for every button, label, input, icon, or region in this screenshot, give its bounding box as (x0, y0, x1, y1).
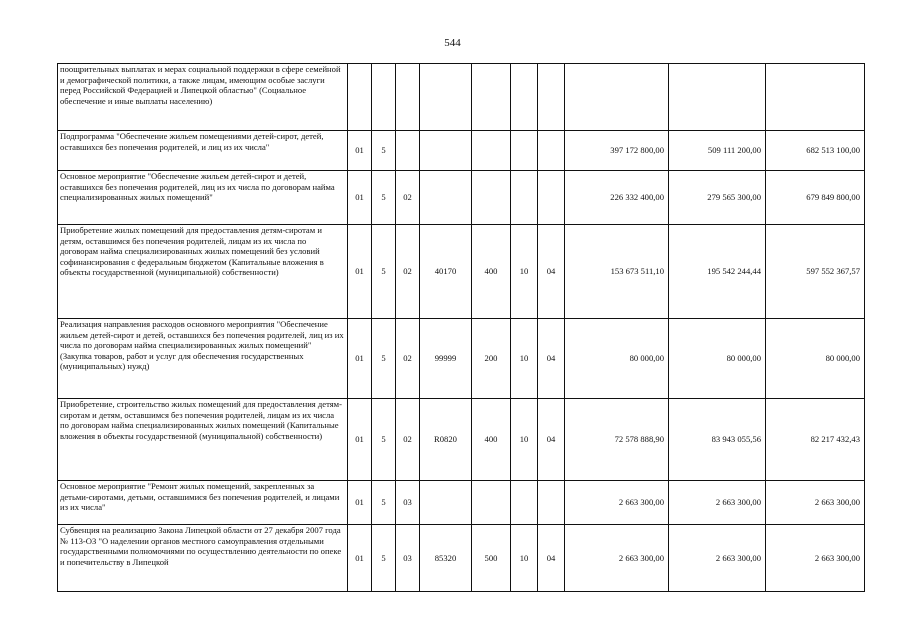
cell-section: 10 (511, 225, 538, 319)
cell-code-1: 01 (348, 225, 372, 319)
cell-amount-year-2: 509 111 200,00 (669, 131, 766, 171)
cell-target-article: 85320 (420, 525, 472, 592)
table-row (58, 131, 865, 171)
cell-subsection: 04 (538, 319, 565, 399)
cell-amount-year-2: 83 943 055,56 (669, 399, 766, 481)
cell-amount-year-3: 597 552 367,57 (766, 225, 865, 319)
cell-code-2: 5 (372, 225, 396, 319)
row-description: Субвенция на реализацию Закона Липецкой области от 27 декабря 2007 года № 113-ОЗ "О наделении органов местного самоуправления отдельными государственными полномочиями по осуществлению деятельности по опеке и попечительству в Липецкой (58, 525, 348, 592)
cell-target-article: 40170 (420, 225, 472, 319)
cell-expense-type (472, 64, 511, 131)
cell-amount-year-3: 82 217 432,43 (766, 399, 865, 481)
row-description: поощрительных выплатах и мерах социальной поддержки в сфере семейной и демографической политики, а также лицам, имеющим особые заслуги перед Российской Федерацией и Липецкой областью" (Социальное обеспечение и иные выплаты населению) (58, 64, 348, 131)
cell-amount-year-3: 679 849 800,00 (766, 171, 865, 225)
cell-amount-year-1: 153 673 511,10 (565, 225, 669, 319)
row-description: Приобретение, строительство жилых помещений для предоставления детям-сиротам и детям, оставшимся без попечения родителей, лицам из их числа по договорам найма специализированных жилых помещений (Капитальные вложения в объекты государственной (муниципальной) собственности) (58, 399, 348, 481)
table-row (58, 319, 865, 399)
row-description: Подпрограмма "Обеспечение жильем помещениями детей-сирот, детей, оставшихся без попечения родителей, и лиц из их числа" (58, 131, 348, 171)
cell-subsection: 04 (538, 399, 565, 481)
cell-amount-year-1 (565, 64, 669, 131)
cell-amount-year-2: 80 000,00 (669, 319, 766, 399)
row-description: Основное мероприятие "Обеспечение жильем детей-сирот и детей, оставшихся без попечения родителей, лиц из их числа по договорам найма специализированных жилых помещений" (58, 171, 348, 225)
cell-target-article (420, 481, 472, 525)
cell-expense-type: 400 (472, 399, 511, 481)
cell-target-article (420, 171, 472, 225)
cell-amount-year-3 (766, 64, 865, 131)
cell-section: 10 (511, 319, 538, 399)
cell-subsection: 04 (538, 525, 565, 592)
cell-subsection (538, 64, 565, 131)
row-description: Приобретение жилых помещений для предоставления детям-сиротам и детям, оставшимся без попечения родителей, лицам из их числа по договорам найма специализированных жилых помещений без условий софинансирования с федеральным бюджетом (Капитальные вложения в объекты государственной (муниципальной) собственности) (58, 225, 348, 319)
cell-code-1: 01 (348, 319, 372, 399)
cell-expense-type: 500 (472, 525, 511, 592)
cell-section (511, 64, 538, 131)
cell-section (511, 481, 538, 525)
cell-amount-year-1: 397 172 800,00 (565, 131, 669, 171)
table-row (58, 525, 865, 592)
cell-code-3: 02 (396, 319, 420, 399)
cell-section: 10 (511, 399, 538, 481)
cell-section: 10 (511, 525, 538, 592)
cell-code-1: 01 (348, 171, 372, 225)
cell-amount-year-1: 2 663 300,00 (565, 525, 669, 592)
cell-expense-type (472, 171, 511, 225)
table-row (58, 399, 865, 481)
row-description: Основное мероприятие "Ремонт жилых помещений, закрепленных за детьми-сиротами, детьми, оставшимися без попечения родителей, и лицами из их числа" (58, 481, 348, 525)
cell-code-1: 01 (348, 131, 372, 171)
table-row (58, 171, 865, 225)
cell-amount-year-3: 682 513 100,00 (766, 131, 865, 171)
cell-section (511, 171, 538, 225)
cell-expense-type (472, 131, 511, 171)
cell-code-3: 02 (396, 399, 420, 481)
cell-subsection (538, 171, 565, 225)
cell-expense-type (472, 481, 511, 525)
cell-code-3: 02 (396, 171, 420, 225)
cell-code-3 (396, 64, 420, 131)
cell-code-3: 02 (396, 225, 420, 319)
cell-code-3 (396, 131, 420, 171)
cell-code-1: 01 (348, 525, 372, 592)
cell-amount-year-2: 279 565 300,00 (669, 171, 766, 225)
cell-amount-year-1: 72 578 888,90 (565, 399, 669, 481)
cell-code-2: 5 (372, 525, 396, 592)
cell-expense-type: 400 (472, 225, 511, 319)
cell-code-2: 5 (372, 131, 396, 171)
cell-section (511, 131, 538, 171)
cell-code-1: 01 (348, 481, 372, 525)
cell-code-1: 01 (348, 399, 372, 481)
cell-subsection (538, 481, 565, 525)
cell-amount-year-2: 2 663 300,00 (669, 525, 766, 592)
cell-amount-year-2: 2 663 300,00 (669, 481, 766, 525)
cell-code-1 (348, 64, 372, 131)
cell-amount-year-1: 80 000,00 (565, 319, 669, 399)
cell-code-2 (372, 64, 396, 131)
page-number: 544 (444, 37, 461, 49)
cell-target-article (420, 64, 472, 131)
cell-code-3: 03 (396, 525, 420, 592)
cell-subsection (538, 131, 565, 171)
cell-amount-year-1: 226 332 400,00 (565, 171, 669, 225)
cell-code-2: 5 (372, 319, 396, 399)
cell-expense-type: 200 (472, 319, 511, 399)
cell-amount-year-3: 80 000,00 (766, 319, 865, 399)
cell-amount-year-1: 2 663 300,00 (565, 481, 669, 525)
budget-table (57, 63, 865, 592)
cell-subsection: 04 (538, 225, 565, 319)
table-row (58, 64, 865, 131)
cell-code-2: 5 (372, 399, 396, 481)
cell-amount-year-3: 2 663 300,00 (766, 481, 865, 525)
cell-amount-year-3: 2 663 300,00 (766, 525, 865, 592)
table-row (58, 481, 865, 525)
cell-target-article: 99999 (420, 319, 472, 399)
cell-code-2: 5 (372, 481, 396, 525)
cell-amount-year-2 (669, 64, 766, 131)
cell-target-article: R0820 (420, 399, 472, 481)
table-row (58, 225, 865, 319)
cell-code-3: 03 (396, 481, 420, 525)
cell-amount-year-2: 195 542 244,44 (669, 225, 766, 319)
row-description: Реализация направления расходов основного мероприятия "Обеспечение жильем детей-сирот и детей, оставшихся без попечения родителей, лиц из их числа по договорам найма специализированных жилых помещений" (Закупка товаров, работ и услуг для обеспечения государственных (муниципальных) нужд) (58, 319, 348, 399)
cell-code-2: 5 (372, 171, 396, 225)
cell-target-article (420, 131, 472, 171)
